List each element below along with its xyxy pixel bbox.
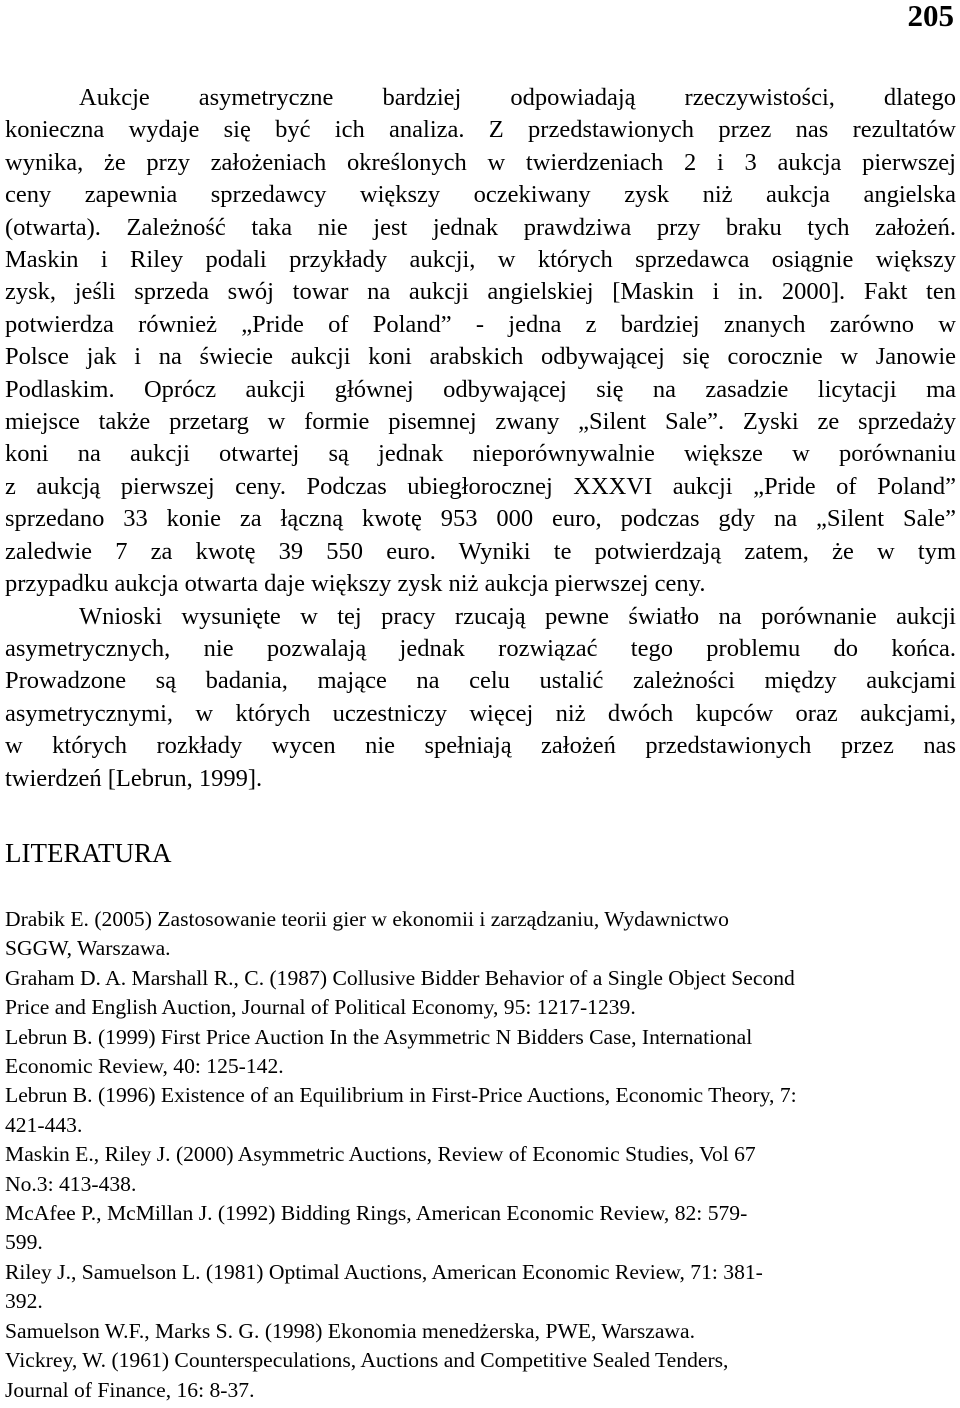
paragraph-line: Aukcje asymetryczne bardziej odpowiadają rzeczywistości, dlatego <box>79 84 956 111</box>
paragraph-line: wynika, że przy założeniach określonych w twierdzeniach 2 i 3 aukcja pierwszej <box>5 148 956 176</box>
reference-entry <box>5 1346 956 1405</box>
reference-line: Lebrun B. (1996) Existence of an Equilibrium in First-Price Auctions, Economic Theory, 7: <box>5 1083 797 1108</box>
bibliography-heading: LITERATURA <box>5 838 172 868</box>
reference-line: 421-443. <box>5 1112 83 1137</box>
reference-line: Price and English Auction, Journal of Political Economy, 95: 1217-1239. <box>5 995 636 1020</box>
reference-line: SGGW, Warszawa. <box>5 936 171 961</box>
paragraph-line: sprzedano 33 konie za łączną kwotę 953 000 euro, podczas gdy na „Silent Sale” <box>5 505 956 533</box>
reference-line: Journal of Finance, 16: 8-37. <box>5 1377 255 1402</box>
reference-line: Vickrey, W. (1961) Counterspeculations, Auctions and Competitive Sealed Tenders, <box>5 1348 729 1373</box>
reference-entry <box>5 1317 956 1346</box>
paragraph-line: ceny zapewnia sprzedawcy większy oczekiwany zysk niż aukcja angielska <box>5 181 956 209</box>
reference-line: Economic Review, 40: 125-142. <box>5 1054 284 1079</box>
reference-entry <box>5 964 956 1023</box>
paragraph-line: Maskin i Riley podali przykłady aukcji, w których sprzedawca osiągnie większy <box>5 246 956 274</box>
reference-line: Lebrun B. (1999) First Price Auction In the Asymmetric N Bidders Case, International <box>5 1024 753 1049</box>
paragraph-line: Wnioski wysunięte w tej pracy rzucają pewne światło na porównanie aukcji <box>79 602 956 630</box>
reference-line: Maskin E., Riley J. (2000) Asymmetric Auctions, Review of Economic Studies, Vol 67 <box>5 1142 756 1167</box>
reference-list <box>5 905 956 1405</box>
paragraph-line: asymetrycznymi, w których uczestniczy więcej niż dwóch kupców oraz aukcjami, <box>5 699 956 727</box>
paragraph-line: przypadku aukcja otwarta daje większy zysk niż aukcja pierwszej ceny. <box>5 570 706 598</box>
paragraph-line: konieczna wydaje się być ich analiza. Z przedstawionych przez nas rezultatów <box>5 116 956 144</box>
paragraph-line: w których rozkłady wycen nie spełniają założeń przedstawionych przez nas <box>5 732 956 760</box>
paragraph-line: miejsce także przetarg w formie pisemnej zwany „Silent Sale”. Zyski ze sprzedaży <box>5 408 956 436</box>
page-number: 205 <box>907 0 954 33</box>
paragraph-line: Podlaskim. Oprócz aukcji głównej odbywającej się na zasadzie licytacji ma <box>5 375 956 403</box>
body-text <box>5 82 956 795</box>
reference-line: 599. <box>5 1230 43 1255</box>
paragraph-line: Prowadzone są badania, mające na celu ustalić zależności między aukcjami <box>5 667 956 695</box>
paragraph-line: koni na aukcji otwartej są jednak nieporównywalnie większe w porównaniu <box>5 440 956 468</box>
reference-line: Riley J., Samuelson L. (1981) Optimal Auctions, American Economic Review, 71: 381- <box>5 1259 763 1284</box>
reference-line: McAfee P., McMillan J. (1992) Bidding Rings, American Economic Review, 82: 579- <box>5 1201 748 1226</box>
body-paragraph <box>5 82 956 601</box>
reference-line: Samuelson W.F., Marks S. G. (1998) Ekonomia menedżerska, PWE, Warszawa. <box>5 1318 696 1343</box>
paragraph-line: potwierdza również „Pride of Poland” - jedna z bardziej znanych zarówno w <box>5 310 956 338</box>
reference-entry <box>5 1258 956 1317</box>
paragraph-line: Polsce jak i na świecie aukcji koni arabskich odbywającej się corocznie w Janowie <box>5 343 956 371</box>
paragraph-line: asymetrycznych, nie pozwalają jednak rozwiązać tego problemu do końca. <box>5 634 956 662</box>
paragraph-line: (otwarta). Zależność taka nie jest jednak prawdziwa przy braku tych założeń. <box>5 213 956 241</box>
paragraph-line: zysk, jeśli sprzeda swój towar na aukcji angielskiej [Maskin i in. 2000]. Fakt ten <box>5 278 956 306</box>
reference-line: Drabik E. (2005) Zastosowanie teorii gier w ekonomii i zarządzaniu, Wydawnictwo <box>5 907 729 931</box>
reference-entry <box>5 1199 956 1258</box>
reference-entry <box>5 905 956 964</box>
reference-line: 392. <box>5 1289 43 1314</box>
paragraph-line: twierdzeń [Lebrun, 1999]. <box>5 764 263 792</box>
reference-entry <box>5 1023 956 1082</box>
reference-entry <box>5 1081 956 1140</box>
paragraph-line: z aukcją pierwszej ceny. Podczas ubiegłorocznej XXXVI aukcji „Pride of Poland” <box>5 472 956 500</box>
reference-entry <box>5 1140 956 1199</box>
paragraph-line: zaledwie 7 za kwotę 39 550 euro. Wyniki te potwierdzają zatem, że w tym <box>5 537 956 565</box>
reference-line: Graham D. A. Marshall R., C. (1987) Collusive Bidder Behavior of a Single Object Second <box>5 965 795 990</box>
reference-line: No.3: 413-438. <box>5 1171 137 1196</box>
body-paragraph <box>5 601 956 795</box>
